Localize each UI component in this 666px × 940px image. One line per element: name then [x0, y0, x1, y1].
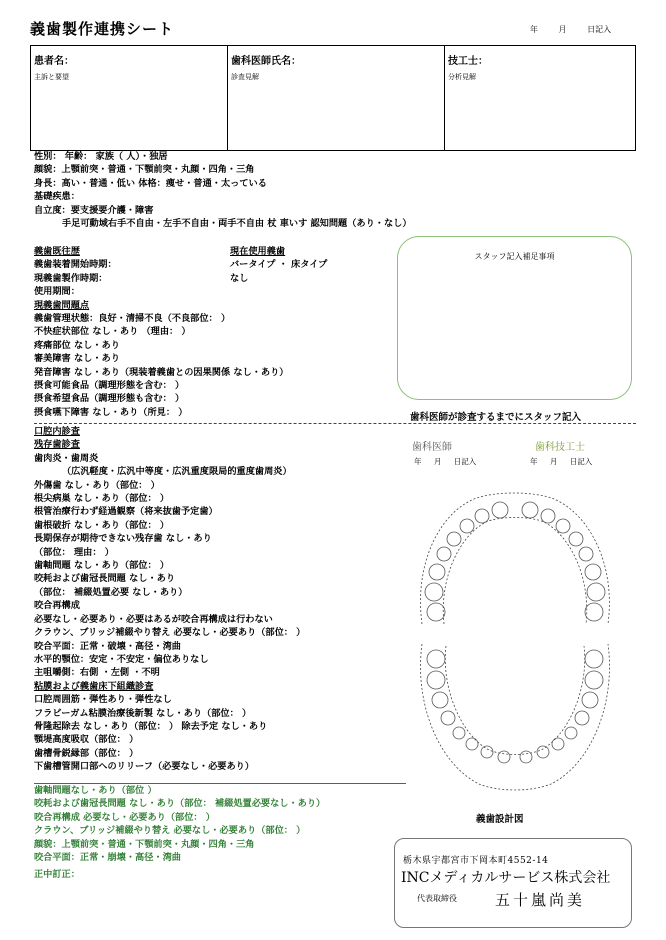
mucosa-item: 口腔周囲筋・弾性あり・弾性なし: [34, 694, 172, 706]
problem-item: 摂食嚥下障害 なし・あり（所見： ）: [34, 406, 188, 418]
problem-item: 不快症状部位 なし・あり （理由： ）: [34, 326, 191, 338]
problems-heading: 現義歯問題点: [34, 299, 90, 311]
technician-name-label: 技工士：: [448, 56, 488, 67]
history-item: 義歯装着開始時期：: [34, 259, 117, 271]
company-address: 栃木県宇都宮市下岡本町4552-14: [403, 856, 549, 866]
current-heading: 現在使用義歯: [230, 246, 286, 257]
top-info-box: [30, 45, 636, 151]
patient-name-label: 患者名：: [34, 56, 74, 67]
design-label: 義歯設計図: [476, 814, 524, 825]
history-item: 使用期間：: [34, 286, 80, 298]
info-line: 基礎疾患：: [34, 191, 80, 203]
remaining-teeth-heading: 残存歯診査: [34, 439, 80, 451]
oral-item: 必要なし・必要あり・必要はあるが咬合再構成は行わない: [34, 613, 273, 625]
info-line: 顔貌：上顎前突・普通・下顎前突・丸顔・四角・三角: [34, 164, 255, 176]
oral-item: （広汎軽度・広汎中等度・広汎重度限局的重度歯周炎）: [62, 466, 292, 478]
dentist-name-label: 歯科医師氏名：: [231, 56, 301, 67]
technician-date: 年 月 日記入: [530, 457, 593, 466]
staff-notes-box[interactable]: [397, 236, 632, 400]
current-item: なし: [230, 272, 249, 284]
oral-item: クラウン、ブリッジ補綴やり替え 必要なし・必要あり（部位： ）: [34, 627, 306, 639]
oral-item: 咬合平面：正常・破壊・高径・湾曲: [34, 640, 181, 652]
oral-item: 長期保存が期待できない残存歯 なし・あり: [34, 533, 212, 545]
problem-item: 義歯管理状態：良好・清掃不良（不良部位： ）: [34, 313, 231, 325]
info-line: 自立度：要支援要介護・障害: [34, 204, 154, 216]
company-name: INCメディカルサービス株式会社: [401, 870, 611, 886]
oral-item: 根尖病巣 なし・あり（部位： ）: [34, 493, 170, 505]
mucosa-item: フラビーガム粘膜治療後新製 なし・あり（部位： ）: [34, 707, 252, 719]
mucosa-item: 顎堤高度吸収（部位： ）: [34, 734, 139, 746]
mucosa-heading: 粘膜および義歯床下組織診査: [34, 680, 154, 692]
staff-note: 歯科医師が診査するまでにスタッフ記入: [410, 412, 582, 423]
company-role: 代表取締役: [417, 894, 457, 903]
patient-name-cell[interactable]: [31, 46, 227, 150]
green-section: [34, 784, 325, 882]
problem-item: 疼痛部位 なし・あり: [34, 339, 120, 351]
oral-item: 根管治療行わず経過観察（将来抜歯予定歯）: [34, 506, 218, 518]
exam-opinion-label: 診査見解: [231, 73, 259, 81]
oral-item: 主咀嚼側：右側 ・左側 ・不明: [34, 667, 160, 679]
technician-sign-label: 歯科技工士: [535, 442, 585, 453]
company-person: 五十嵐尚美: [495, 891, 586, 909]
oral-item: 歯根破折 なし・あり（部位： ）: [34, 519, 170, 531]
info-line: 手足可動域右手不自由・左手不自由・両手不自由 杖 車いす 認知問題（あり・なし）: [62, 218, 412, 230]
dentist-name-cell[interactable]: [227, 46, 445, 150]
green-item: 咬合平面：正常・崩壊・高径・湾曲: [34, 852, 181, 864]
info-line: 身長：高い・普通・低い 体格：痩せ・普通・太っている: [34, 177, 267, 189]
technician-name-cell[interactable]: [444, 46, 634, 150]
green-item: 歯軸問題なし・あり（部位 ）: [34, 785, 157, 796]
green-item: 咬耗および歯冠長問題 なし・あり（部位： 補綴処置必要なし・あり）: [34, 798, 326, 810]
oral-item: 咬耗および歯冠長問題 なし・あり: [34, 573, 176, 585]
oral-item: 咬合再構成: [34, 600, 80, 612]
mucosa-item: 歯槽骨鋭縁部（部位： ）: [34, 747, 139, 759]
oral-item: 歯軸問題 なし・あり（部位： ）: [34, 560, 170, 572]
green-item: 顔貌：上顎前突・普通・下顎前突・丸顔・四角・三角: [34, 838, 255, 850]
analysis-opinion-label: 分析見解: [448, 73, 476, 81]
info-line: 性別： 年齢： 家族（ 人）・独居: [34, 151, 168, 162]
page-title: 義歯製作連携シート: [30, 20, 175, 38]
complaint-label: 主訴と要望: [34, 73, 69, 81]
current-denture: [230, 245, 327, 285]
mucosa-item: 骨隆起除去 なし・あり（部位： ） 除去予定 なし・あり: [34, 720, 268, 732]
company-stamp: [394, 838, 632, 928]
dentist-sign-label: 歯科医師: [412, 442, 452, 453]
tooth-chart[interactable]: [404, 474, 626, 804]
oral-item: （部位： 補綴処置必要 なし・あり）: [34, 586, 188, 598]
oral-exam: [34, 425, 305, 774]
problem-item: 摂食希望食品（調理形態も含む： ）: [34, 393, 185, 405]
oral-item: （部位： 理由： ）: [34, 546, 114, 558]
problem-item: 審美障害 なし・あり: [34, 353, 120, 365]
green-item: クラウン、ブリッジ補綴やり替え 必要なし・必要あり（部位： ）: [34, 825, 306, 837]
oral-heading: 口腔内診査: [34, 426, 80, 437]
green-item: 正中訂正：: [34, 869, 80, 881]
history-item: 現義歯製作時期：: [34, 272, 108, 284]
staff-notes-title: スタッフ記入補足事項: [474, 252, 555, 261]
patient-info: [34, 150, 412, 230]
oral-item: 水平的顎位：安定・不安定・偏位ありなし: [34, 653, 209, 665]
mucosa-item: 下歯槽管開口部へのリリーフ（必要なし・必要あり）: [34, 761, 255, 773]
history-heading: 義歯既往歴: [34, 246, 80, 257]
divider: [34, 423, 636, 424]
problem-item: 摂食可能食品（調理形態を含む： ）: [34, 380, 185, 392]
oral-item: 歯肉炎・歯周炎: [34, 452, 99, 464]
current-item: バータイプ ・ 床タイプ: [230, 259, 328, 271]
dentist-date: 年 月 日記入: [414, 457, 477, 466]
problem-item: 発音障害 なし・あり（現装着義歯との因果関係 なし・あり）: [34, 366, 289, 378]
date-label: 年 月 日記入: [530, 25, 612, 34]
oral-item: 外傷歯 なし・あり（部位： ）: [34, 479, 160, 491]
green-item: 咬合再構成 必要なし・必要あり（部位： ）: [34, 811, 215, 823]
